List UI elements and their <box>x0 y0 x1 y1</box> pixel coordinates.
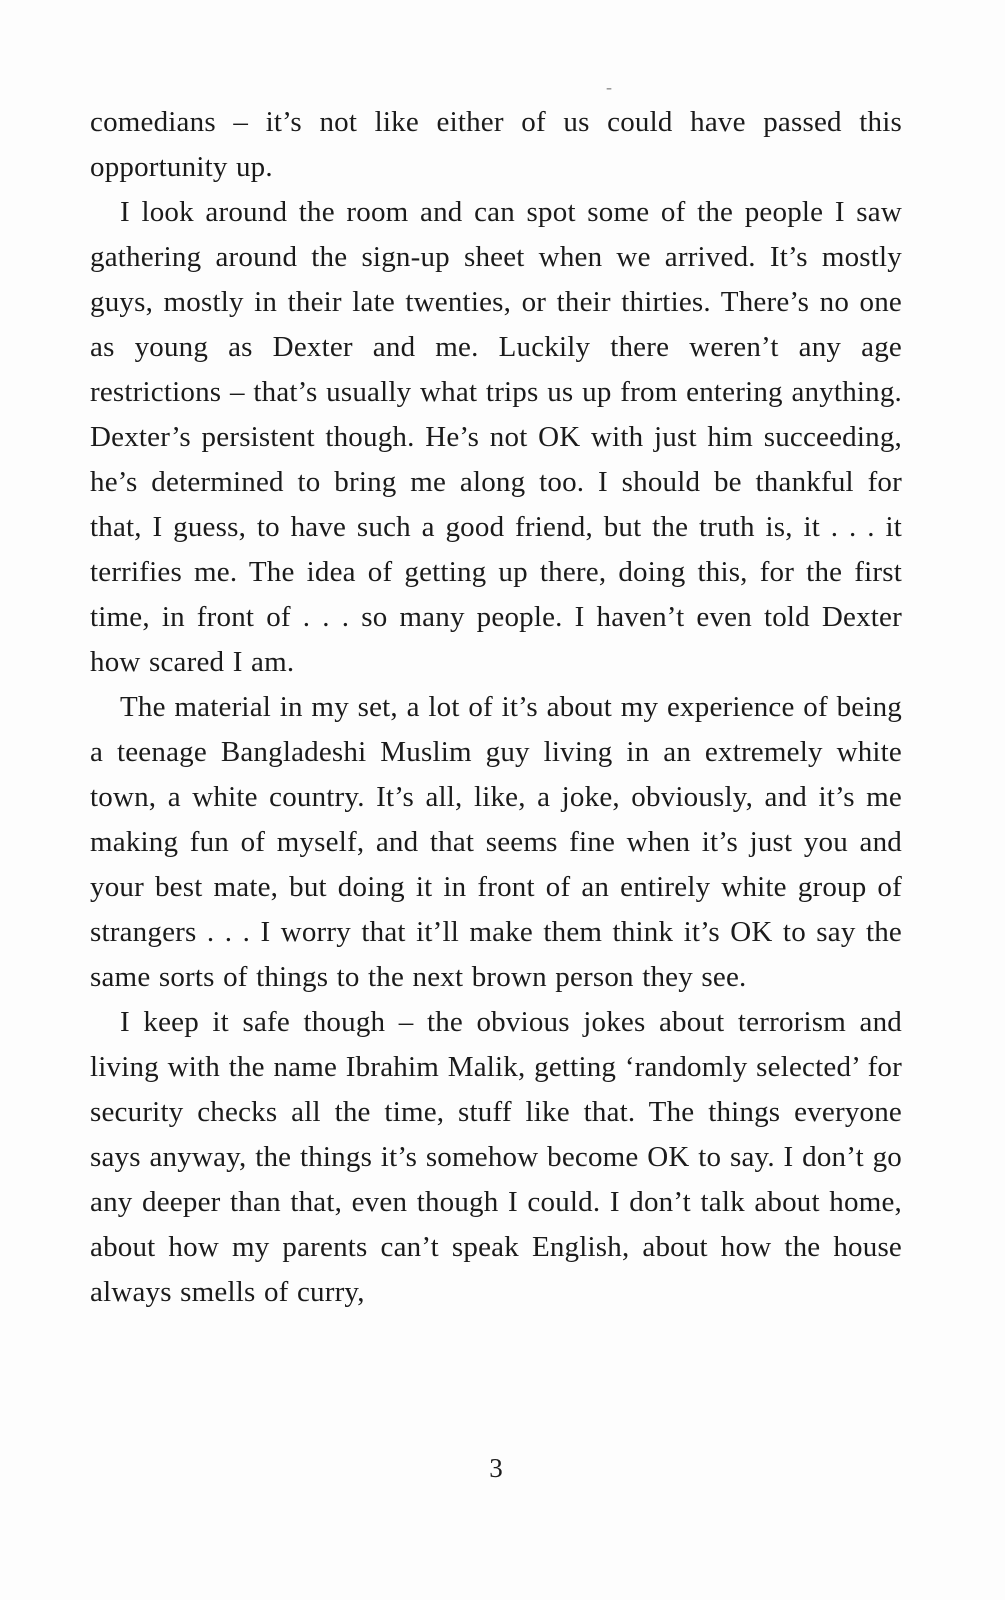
body-paragraph: I look around the room and can spot some of the people I saw gathering around the sign-up sheet when we arrived. It’s mostly guys, mostly in their late twenties, or their thirties. There’s no one as young as Dexter and me. Luckily there weren’t any age restrictions – that’s usually what trips us up from entering anything. Dexter’s persistent though. He’s not OK with just him succeeding, he’s determined to bring me along too. I should be thankful for that, I guess, to have such a good friend, but the truth is, it . . . it terrifies me. The idea of getting up there, doing this, for the first time, in front of . . . so many people. I haven’t even told Dexter how scared I am. <box>90 196 902 678</box>
body-paragraph: The material in my set, a lot of it’s about my experience of being a teenage Bangladeshi Muslim guy living in an extremely white town, a white country. It’s all, like, a joke, obviously, and it’s me making fun of myself, and that seems fine when it’s just you and your best mate, but doing it in front of an entirely white group of strangers . . . I worry that it’ll make them think it’s OK to say the same sorts of things to the next brown person they see. <box>90 691 902 993</box>
body-paragraph: comedians – it’s not like either of us could have passed this opportunity up. <box>90 106 902 183</box>
stray-ink-mark: - <box>606 77 612 97</box>
page-number: 3 <box>489 1453 503 1483</box>
body-paragraph: I keep it safe though – the obvious jokes about terrorism and living with the name Ibrahim Malik, getting ‘randomly selected’ for security checks all the time, stuff like that. The things everyone says anyway, the things it’s somehow become OK to say. I don’t go any deeper than that, even though I could. I don’t talk about home, about how my parents can’t speak English, about how the house always smells of curry, <box>90 1006 902 1308</box>
body-text <box>90 100 902 1315</box>
